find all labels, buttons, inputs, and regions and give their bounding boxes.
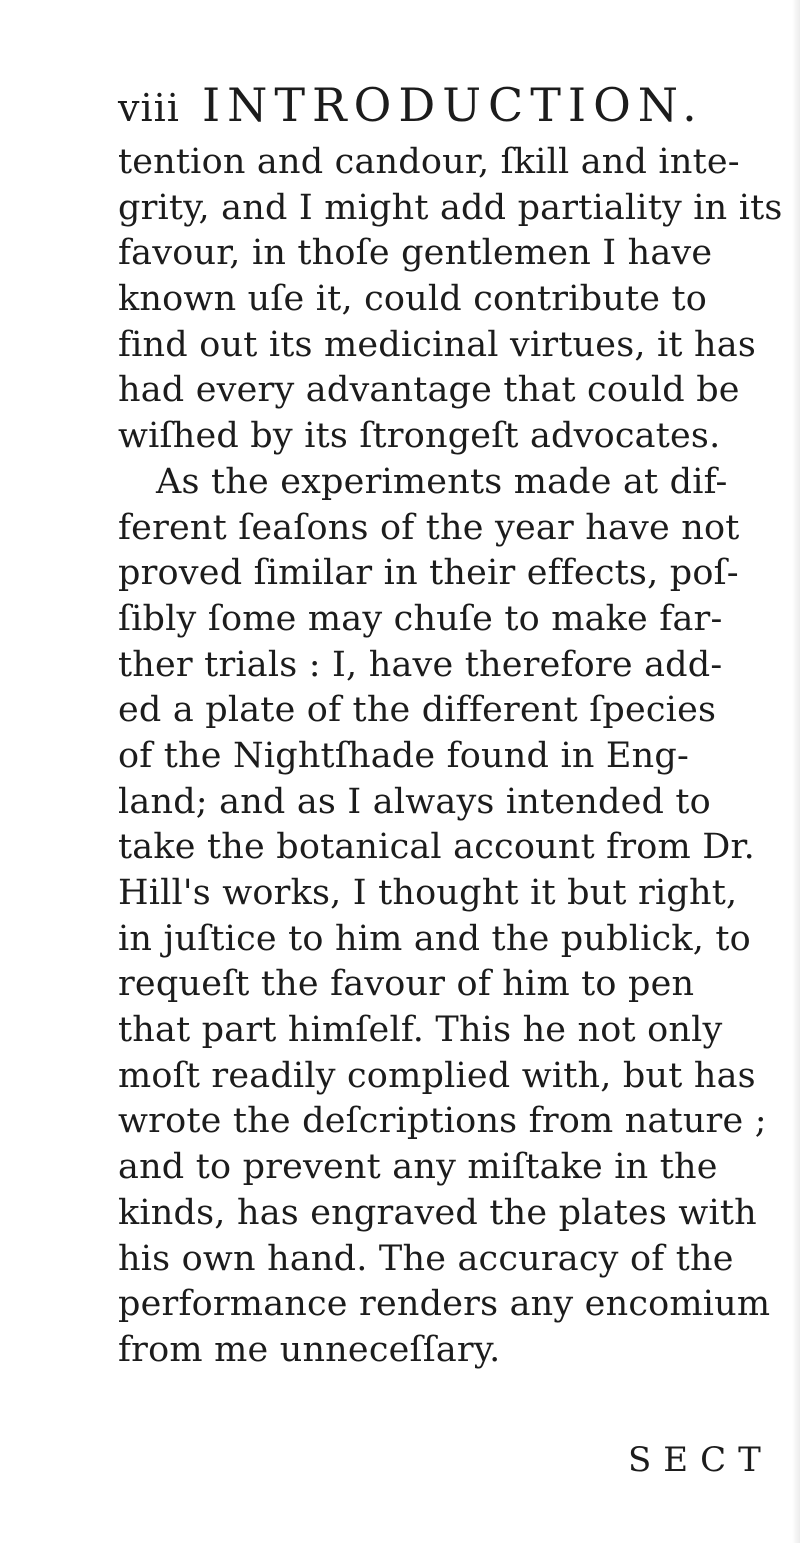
- text-line: his own hand. The accuracy of the: [118, 1238, 734, 1279]
- text-line: from me unneceſſary.: [118, 1329, 501, 1370]
- page-number: viii: [118, 86, 180, 130]
- text-line: that part himſelf. This he not only: [118, 1010, 723, 1051]
- body-text: [118, 140, 798, 1374]
- running-title: INTRODUCTION.: [201, 78, 704, 132]
- text-line: find out its medicinal virtues, it has: [118, 324, 756, 365]
- text-line: wiſhed by its ſtrongeſt advocates.: [118, 416, 721, 457]
- text-line: grity, and I might add partiality in its: [118, 187, 783, 228]
- text-line: ſibly ſome may chuſe to make far-: [118, 598, 723, 639]
- text-line: performance renders any encomium: [118, 1284, 771, 1325]
- text-line: requeſt the favour of him to pen: [118, 964, 695, 1005]
- paragraph-start-line: As the experiments made at dif-: [156, 461, 728, 502]
- running-head: [118, 78, 704, 138]
- text-line: tention and candour, ſkill and inte-: [118, 142, 740, 182]
- text-line: known uſe it, could contribute to: [118, 279, 708, 320]
- text-line: in juſtice to him and the publick, to: [118, 918, 751, 959]
- text-line: ther trials : I, have therefore add-: [118, 644, 723, 685]
- text-line: moſt readily complied with, but has: [118, 1055, 756, 1096]
- text-line: proved ſimilar in their effects, poſ-: [118, 553, 739, 594]
- text-line: favour, in thoſe gentlemen I have: [118, 233, 713, 274]
- text-line: Hill's works, I thought it but right,: [118, 873, 738, 913]
- text-line: wrote the deſcriptions from nature ;: [118, 1101, 767, 1142]
- page-edge-shadow: [792, 0, 800, 1543]
- catchword: SECT: [628, 1440, 773, 1480]
- text-line: had every advantage that could be: [118, 370, 740, 411]
- text-line: land; and as I always intended to: [118, 781, 711, 822]
- text-line: ed a plate of the different ſpecies: [118, 690, 717, 731]
- text-line: of the Nightſhade found in Eng-: [118, 735, 690, 776]
- text-line: ferent ſeaſons of the year have not: [118, 507, 740, 548]
- text-line: and to prevent any miſtake in the: [118, 1147, 718, 1188]
- text-line: kinds, has engraved the plates with: [118, 1192, 757, 1233]
- text-line: take the botanical account from Dr.: [118, 827, 755, 868]
